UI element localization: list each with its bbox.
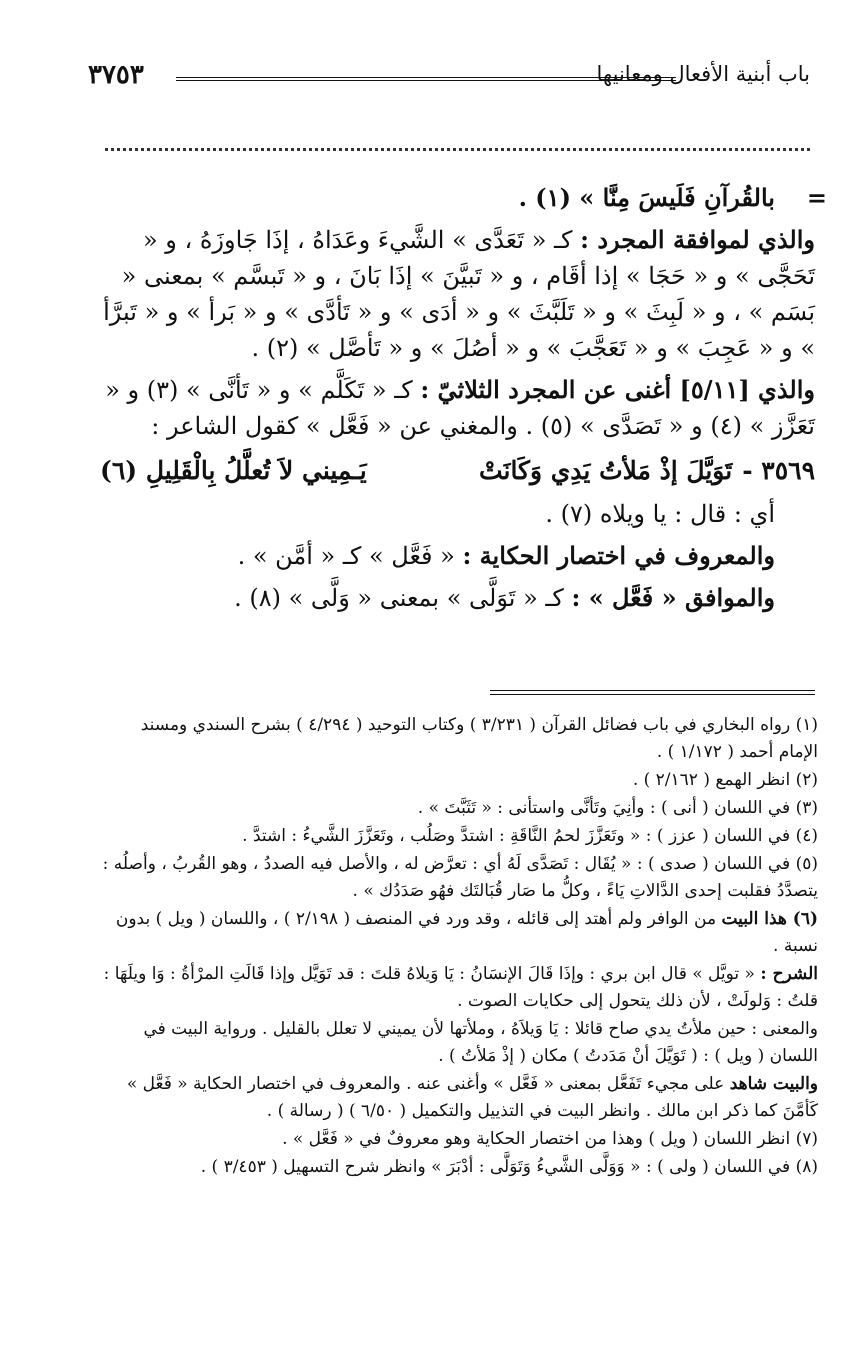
footnote-3: (٣) في اللسان ( أنى ) : وأنِيَ وتَأنَّى واستأنى : « تَثَبَّتَ » . (417, 798, 818, 818)
paragraph-ikhtisar (100, 538, 815, 574)
continuation-mark: = (806, 183, 827, 212)
paragraph-body: كـ « تَكَلَّم » و « تَأنَّى » (٣) و « تَعَزَّز » (٤) و « تَصَدَّى » (٥) . والمغني عن « فَعَّل » كقول الشاعر : (105, 376, 815, 440)
running-header (88, 60, 810, 100)
paragraph-body: كـ « تَوَلَّى » بمعنى « وَلَّى » (٨) . (234, 584, 564, 612)
continuation-line (100, 180, 827, 216)
verse-second-hemistich: يَـمِيني لاَ تُعلَّلُ بِالْقَلِيلِ (٦) (100, 456, 367, 485)
footnote-lead: والبيت شاهد (729, 1074, 818, 1094)
footnote-4: (٤) في اللسان ( عزز ) : « وتَعَزَّزَ لحمُ النَّاقَةِ : اشتدَّ وصَلُب ، وتَعَزَّزَ الشَّيءُ : اشتدَّ . (242, 826, 818, 846)
paragraph-lead: والمعروف في اختصار الحكاية : (462, 541, 775, 570)
paragraph-muwafaqa (100, 222, 815, 366)
footnote-body: على مجيء تَفَعَّل بمعنى « فَعَّل » وأغنى عنه . والمعروف في اختصار الحكاية « فَعَّل » كَأمَّنَ كما ذكر ابن مالك . وانظر البيت في التذييل والتكميل ( ٦/٥٠ ) ( رسالة ) . (126, 1074, 818, 1121)
continued-hadith: بالقُرآنِ فَلَيسَ مِنَّا » (١) . (518, 183, 775, 212)
paragraph-body: « فَعَّل » كـ « أمَّن » . (237, 542, 455, 570)
footnote-shahid (100, 1071, 818, 1125)
poetry-verse (100, 452, 815, 490)
paragraph-lead: والموافق « فَعَّل » : (571, 583, 775, 612)
footnote-lead: الشرح : (760, 964, 818, 984)
paragraph-lead: والذي لموافقة المجرد : (580, 225, 815, 254)
chapter-title: باب أبنية الأفعال ومعانيها (596, 62, 810, 86)
footnote-body: من الوافر ولم أهتد إلى قائله ، وقد ورد في المنصف ( ٢/١٩٨ ) ، واللسان ( ويل ) بدون نسبة . (115, 909, 818, 956)
footnote-rule (490, 690, 815, 695)
paragraph-aghna (100, 372, 815, 444)
paragraph-lead: والذي [٥/١١] أغنى عن المجرد الثلاثيّ : (420, 375, 815, 404)
paragraph-ay: أي : قال : يا ويلاه (٧) . (545, 500, 775, 528)
verse-number: ٣٥٦٩ - (742, 456, 815, 485)
footnotes (100, 712, 818, 1182)
dotted-separator (105, 148, 810, 151)
main-text (100, 180, 827, 622)
page-number: ٣٧٥٣ (88, 60, 144, 90)
footnote-6 (100, 906, 818, 960)
footnote-5: (٥) في اللسان ( صدى ) : « يُقَال : تَصَدَّى لَهُ أي : تعرَّض له ، والأصل فيه الصددُ ، وهو القُربُ ، وأصلُه : يتصدَّدُ فقلبت إحدى الدَّالاتِ يَاءً ، وكلُّ ما صَار قُبَالتَك فهُو صَدَدُك » . (102, 854, 818, 901)
paragraph-muwafiq (100, 580, 815, 616)
footnote-7: (٧) انظر اللسان ( ويل ) وهذا من اختصار الحكاية وهو معروفٌ في « فَعَّل » . (282, 1129, 818, 1149)
footnote-1: (١) رواه البخاري في باب فضائل القرآن ( ٣/٢٣١ ) وكتاب التوحيد ( ٤/٢٩٤ ) بشرح السندي ومسند الإمام أحمد ( ١/١٧٢ ) . (140, 715, 818, 762)
footnote-2: (٢) انظر الهمع ( ٢/١٦٢ ) . (632, 770, 818, 790)
footnote-body: « تويَّل » قال ابن بري : وإذَا قَالَ الإنسَانُ : يَا وَيلاهُ قلتَ : قد تَوَيَّل وإذا قَالَتِ المرْأةُ : وَا ويلَهَا : قلتُ : وَلولَتْ ، لأن ذلك يتحول إلى حكايات الصوت . (103, 964, 818, 1011)
paragraph-body: كـ « تَعَدَّى » الشَّيءَ وعَدَاهُ ، إذَا جَاوزَهُ ، و « تَحَجَّى » و « حَجَا » إذا أقَام ، و « تَبيَّنَ » إذَا بَانَ ، و « تَبسَّم » بمعنى « بَسَم » ، و « لَبِثَ » و « تَلَبَّثَ » و « أدَى » و « تَأدَّى » و « بَرأ » و « تَبرَّأ » و « عَجِبَ » و « تَعَجَّبَ » و « أصُلَ » و « تَأصَّل » (٢) . (103, 226, 815, 362)
footnote-maana: والمعنى : حين ملأتُ يدي صاح قائلا : يَا وَيلاَهُ ، وملأتها لأن يميني لا تعلل بالقليل . ورواية البيت في اللسان ( ويل ) : ( تَوَيَّلَ أنْ مَدَدتُ ) مكان ( إذْ مَلأتُ ) . (143, 1019, 818, 1066)
footnote-lead: (٦) هذا البيت (721, 909, 818, 929)
verse-first-hemistich: ٣٥٦٩ -تَوَيَّلَ إذْ مَلأتُ يَدِي وَكَانَتْ (478, 456, 815, 485)
footnote-8: (٨) في اللسان ( ولى ) : « وَوَلَّى الشَّيءُ وَتَوَلَّى : أدْبَرَ » وانظر شرح التسهيل ( ٣/٤٥٣ ) . (200, 1157, 818, 1177)
footnote-sharh (100, 961, 818, 1015)
